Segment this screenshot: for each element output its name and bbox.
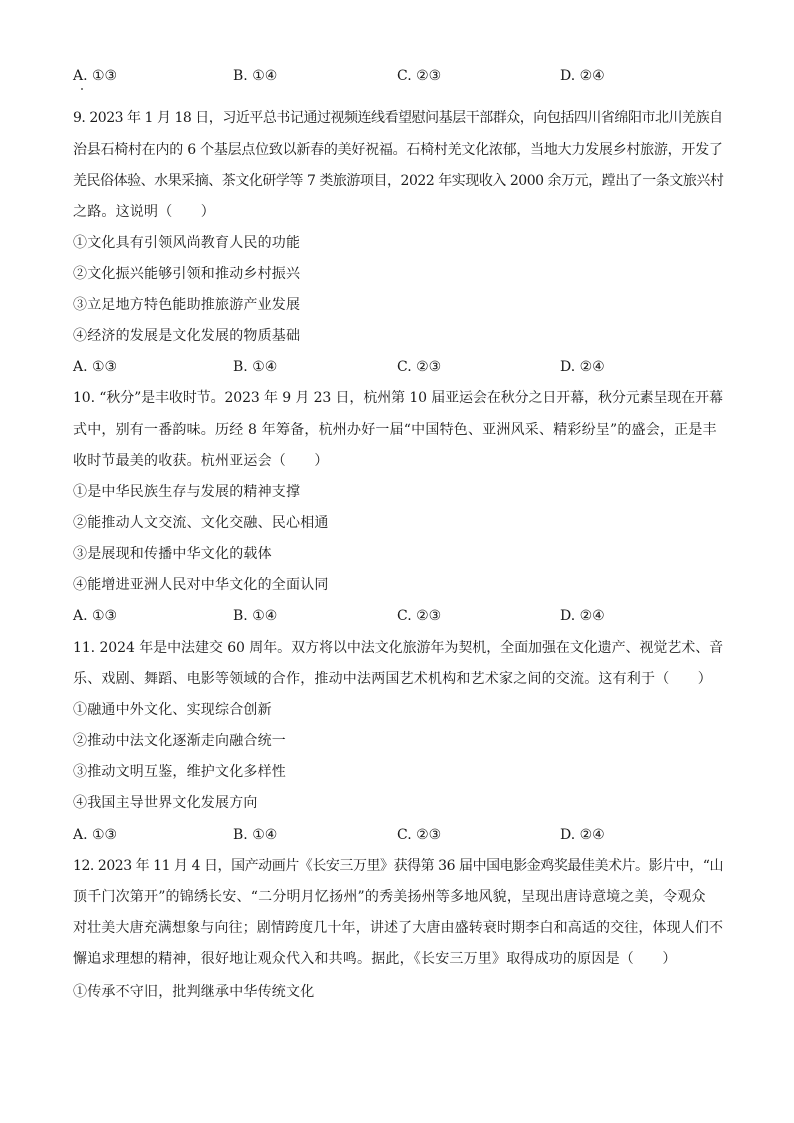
q10-choice-4: ④能增进亚洲人民对中华文化的全面认同 xyxy=(73,577,329,593)
q10-stem-line-1: 10. “秋分”是丰收时节。2023 年 9 月 23 日，杭州第 10 届亚运会在秋分之日开幕，秋分元素呈现在开幕 xyxy=(73,390,723,406)
q9-stem-line-4: 之路。这说明（ ） xyxy=(73,204,215,220)
q10-choice-2: ②能推动人文交流、文化交融、民心相通 xyxy=(73,515,329,531)
q9-choice-2: ②文化振兴能够引领和推动乡村振兴 xyxy=(73,266,301,282)
q11-option-c: C. ②③ xyxy=(397,827,442,843)
q8-option-c: C. ②③ xyxy=(397,68,442,84)
q8-option-d: D. ②④ xyxy=(560,68,605,84)
q12-stem-line-1: 12. 2023 年 11 月 4 日，国产动画片《长安三万里》获得第 36 届中国电影金鸡奖最佳美术片。影片中，“山 xyxy=(73,858,723,874)
q12-stem-line-2: 顶千门次第开”的锦绣长安、“二分明月忆扬州”的秀美扬州等多地风貌，呈现出唐诗意境之美，令观众 xyxy=(73,889,706,905)
q8-option-b: B. ①④ xyxy=(233,68,278,84)
q9-option-c: C. ②③ xyxy=(397,359,442,375)
q10-stem-line-3: 收时节最美的收获。杭州亚运会（ ） xyxy=(73,453,329,469)
q12-choice-1: ①传承不守旧，批判继承中华传统文化 xyxy=(73,984,315,1000)
q11-option-b: B. ①④ xyxy=(233,827,278,843)
q9-options xyxy=(73,357,733,377)
q11-option-d: D. ②④ xyxy=(560,827,605,843)
q12-stem-line-4: 懈追求理想的精神，很好地让观众代入和共鸣。据此，《长安三万里》取得成功的原因是（ ） xyxy=(73,951,677,967)
q10-option-b: B. ①④ xyxy=(233,608,278,624)
q10-options xyxy=(73,606,733,626)
q9-option-d: D. ②④ xyxy=(560,359,605,375)
q11-stem-line-1: 11. 2024 年是中法建交 60 周年。双方将以中法文化旅游年为契机，全面加强在文化遗产、视觉艺术、音 xyxy=(73,640,724,656)
q9-stem-line-2: 治县石椅村在内的 6 个基层点位致以新春的美好祝福。石椅村羌文化浓郁，当地大力发展乡村旅游，开发了 xyxy=(73,142,723,158)
q9-stem-line-1: 9. 2023 年 1 月 18 日，习近平总书记通过视频连线看望慰问基层干部群众，向包括四川省绵阳市北川羌族自 xyxy=(73,110,723,126)
q8-option-a: A. ①③ xyxy=(73,68,118,84)
q11-options xyxy=(73,825,733,845)
q9-stem-line-3: 羌民俗体验、水果采摘、茶文化研学等 7 类旅游项目，2022 年实现收入 2000 余万元，蹚出了一条文旅兴村 xyxy=(73,173,724,189)
q9-choice-4: ④经济的发展是文化发展的物质基础 xyxy=(73,328,301,344)
q10-stem-line-2: 式中，别有一番韵味。历经 8 年筹备，杭州办好一届“中国特色、亚洲风采、精彩纷呈”的盛会，正是丰 xyxy=(73,422,717,438)
q11-stem-line-2: 乐、戏剧、舞蹈、电影等领域的合作，推动中法两国艺术机构和艺术家之间的交流。这有利于（ ） xyxy=(73,671,712,687)
q10-option-d: D. ②④ xyxy=(560,608,605,624)
q10-option-a: A. ①③ xyxy=(73,608,118,624)
q11-choice-4: ④我国主导世界文化发展方向 xyxy=(73,795,258,811)
q11-choice-2: ②推动中法文化逐渐走向融合统一 xyxy=(73,733,286,749)
q11-option-a: A. ①③ xyxy=(73,827,118,843)
q9-option-b: B. ①④ xyxy=(233,359,278,375)
q11-choice-1: ①融通中外文化、实现综合创新 xyxy=(73,702,272,718)
q10-choice-3: ③是展现和传播中华文化的载体 xyxy=(73,546,272,562)
q9-option-a: A. ①③ xyxy=(73,359,118,375)
q9-choice-3: ③立足地方特色能助推旅游产业发展 xyxy=(73,297,301,313)
q12-stem-line-3: 对壮美大唐充满想象与向往；剧情跨度几十年，讲述了大唐由盛转衰时期李白和高适的交往，体现人们不 xyxy=(73,920,724,936)
q8-options xyxy=(73,66,733,86)
q10-option-c: C. ②③ xyxy=(397,608,442,624)
q9-choice-1: ①文化具有引领风尚教育人民的功能 xyxy=(73,235,301,251)
q11-choice-3: ③推动文明互鉴，维护文化多样性 xyxy=(73,764,286,780)
q10-choice-1: ①是中华民族生存与发展的精神支撑 xyxy=(73,484,301,500)
stray-dot xyxy=(81,88,83,90)
